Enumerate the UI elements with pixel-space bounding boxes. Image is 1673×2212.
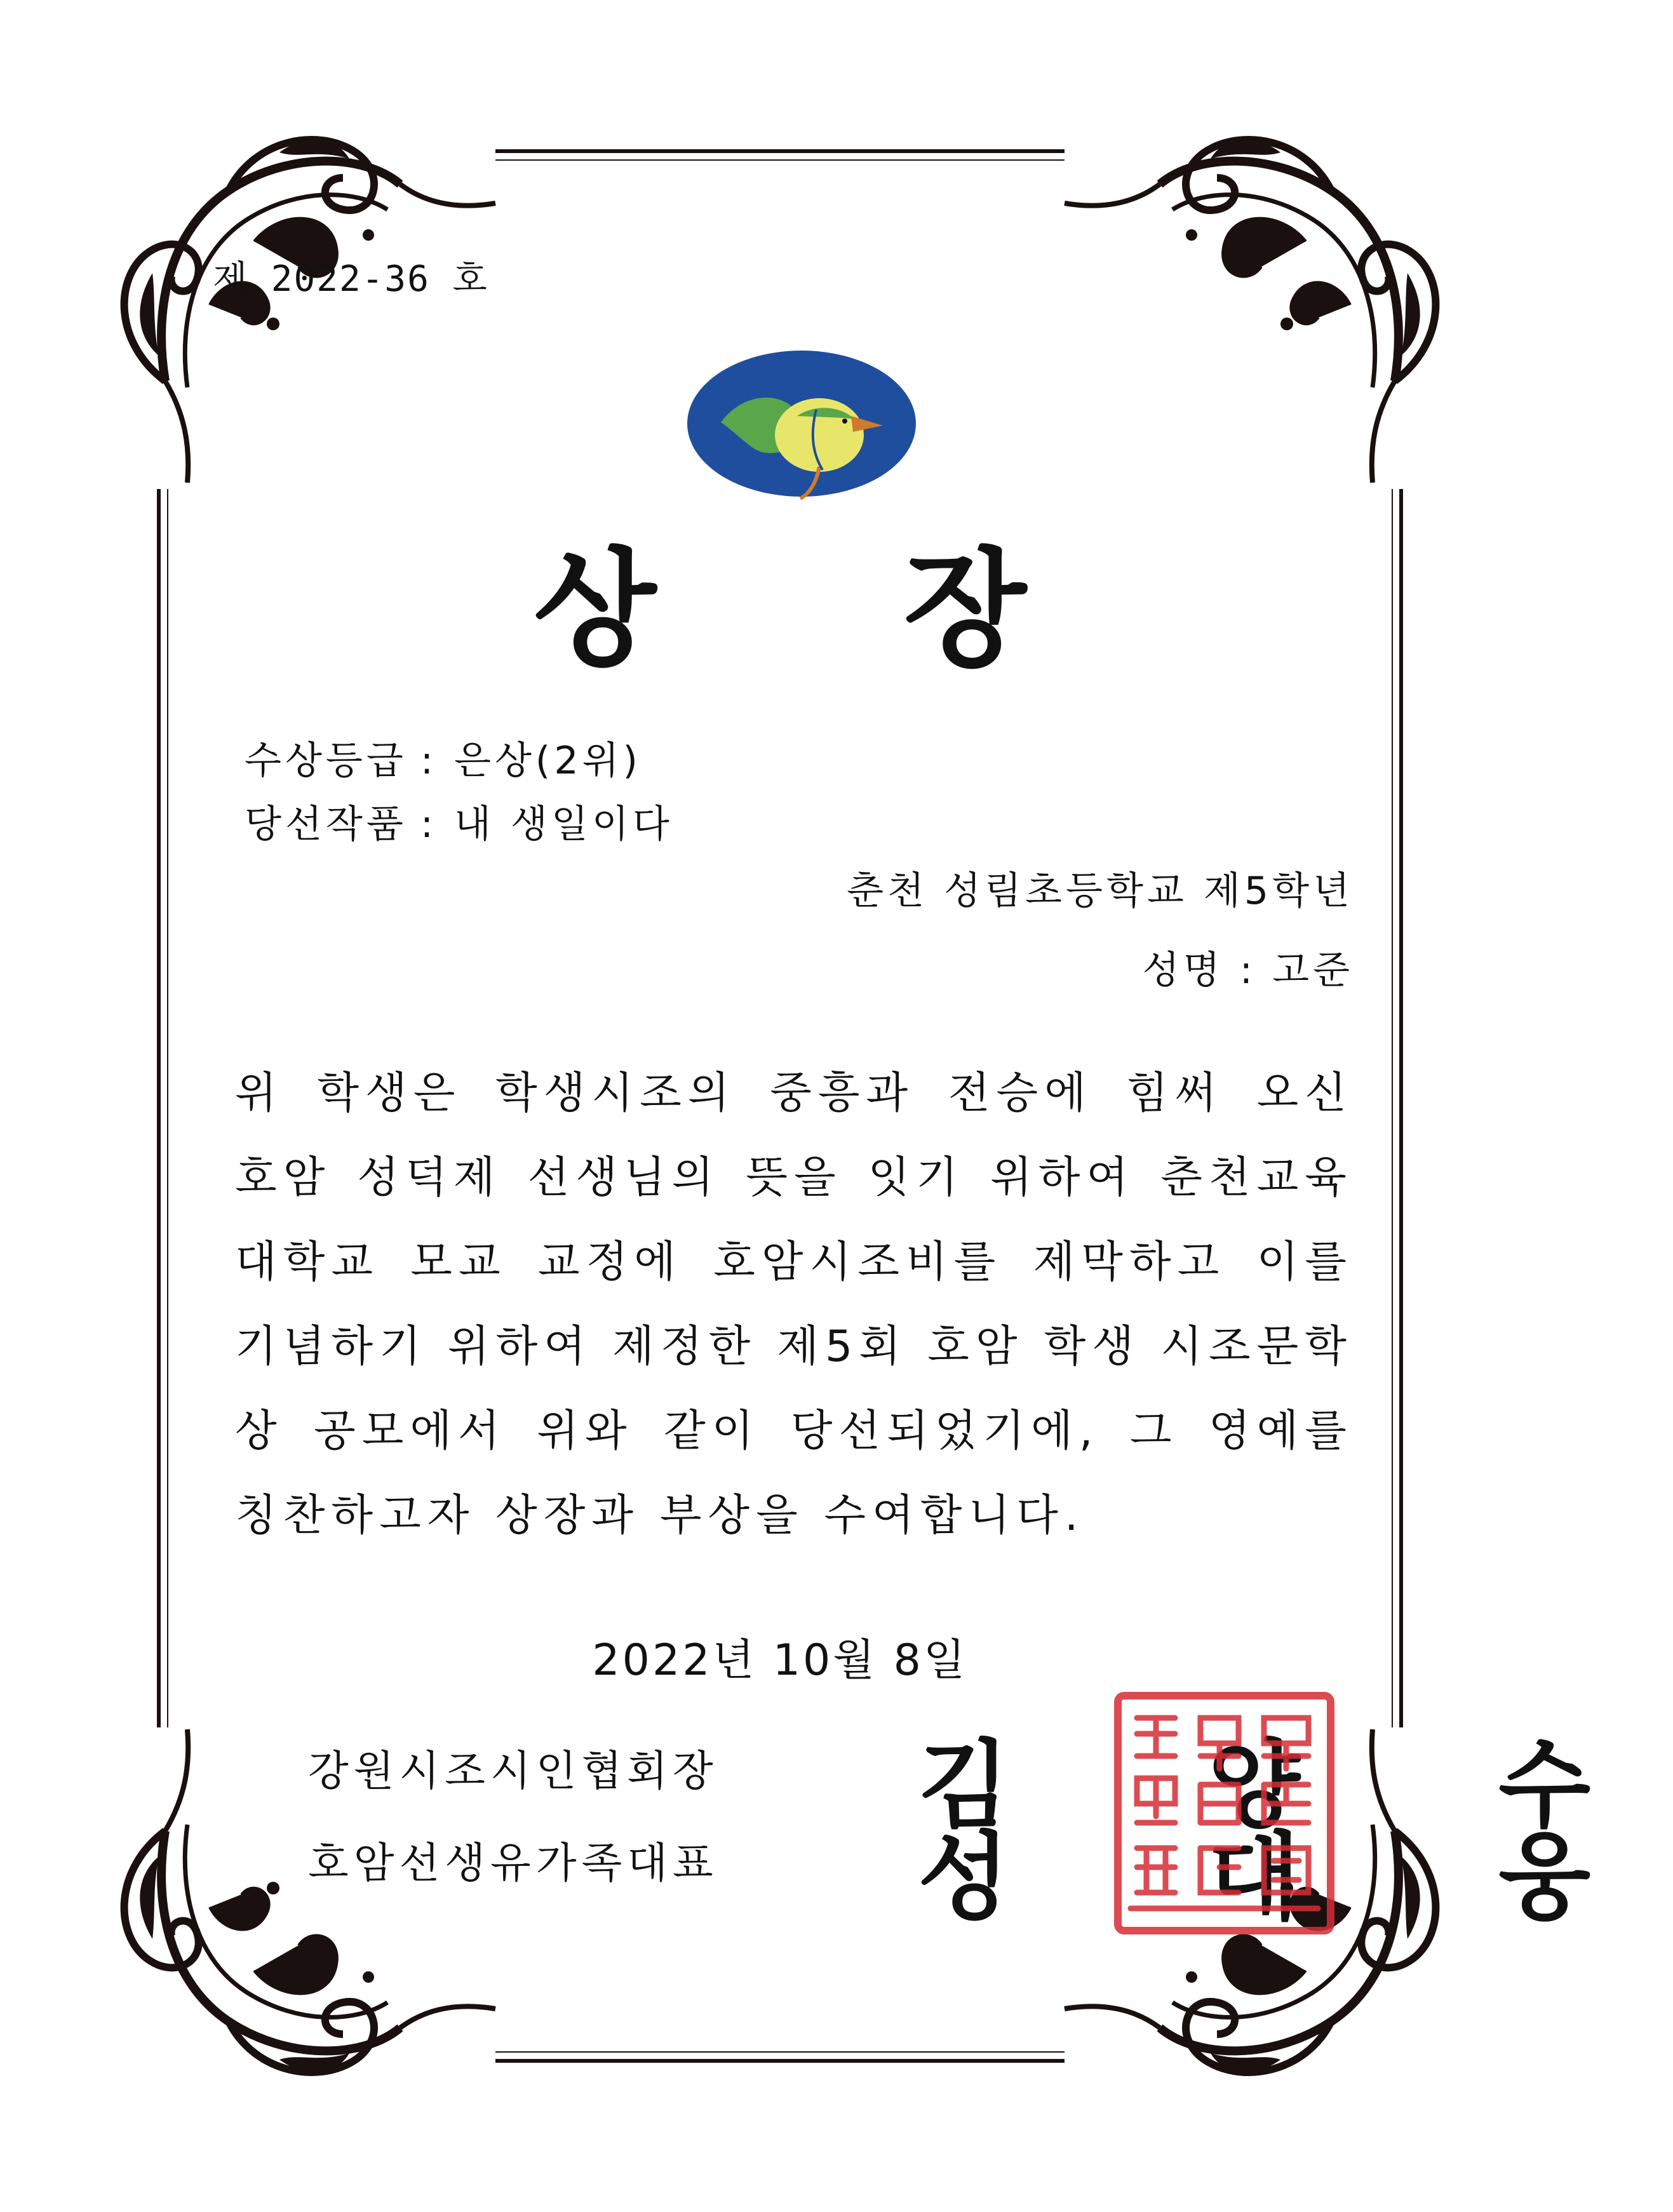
body-line: 대학교 모교 교정에 호암시조비를 제막하고 이를	[235, 1237, 1353, 1287]
winning-work-separator: :	[420, 802, 438, 847]
recipient-school: 춘천 성림초등학교 제5학년	[847, 869, 1354, 913]
body-line: 기념하기 위하여 제정한 제5회 호암 학생 시조문학	[235, 1322, 1353, 1372]
certificate-number: 제 2022-36 호	[213, 258, 488, 300]
certificate-title: 상 장	[533, 535, 1129, 684]
winning-work-value: 내 생일이다	[454, 802, 673, 847]
signatory-name-2: 성 대 웅	[918, 1821, 1673, 1933]
award-date: 2022년 10월 8일	[592, 1635, 968, 1686]
signatory-name-1: 김 양 수	[918, 1729, 1673, 1841]
recipient-name: 성명 : 고준	[1142, 948, 1354, 993]
award-grade-row	[245, 730, 642, 785]
certificate-body	[235, 1051, 1353, 1558]
body-line: 칭찬하고자 상장과 부상을 수여합니다.	[235, 1491, 1085, 1541]
bird-emblem-icon	[683, 346, 921, 502]
winning-work-label: 당선작품	[245, 802, 407, 847]
signatory-title-1: 강원시조시인협회장	[308, 1746, 718, 1795]
body-line: 상 공모에서 위와 같이 당선되었기에, 그 영예를	[235, 1406, 1353, 1456]
body-line: 호암 성덕제 선생님의 뜻을 잇기 위하여 춘천교육	[235, 1153, 1353, 1203]
award-grade-separator: :	[420, 739, 438, 783]
signatory-title-2: 호암선생유가족대표	[308, 1839, 718, 1887]
body-line: 위 학생은 학생시조의 중흥과 전승에 힘써 오신	[235, 1068, 1353, 1118]
award-grade-value: 은상(2위)	[454, 739, 642, 783]
red-seal-stamp	[1112, 1689, 1337, 1937]
winning-work-row	[245, 794, 673, 848]
award-grade-label: 수상등급	[245, 739, 407, 783]
